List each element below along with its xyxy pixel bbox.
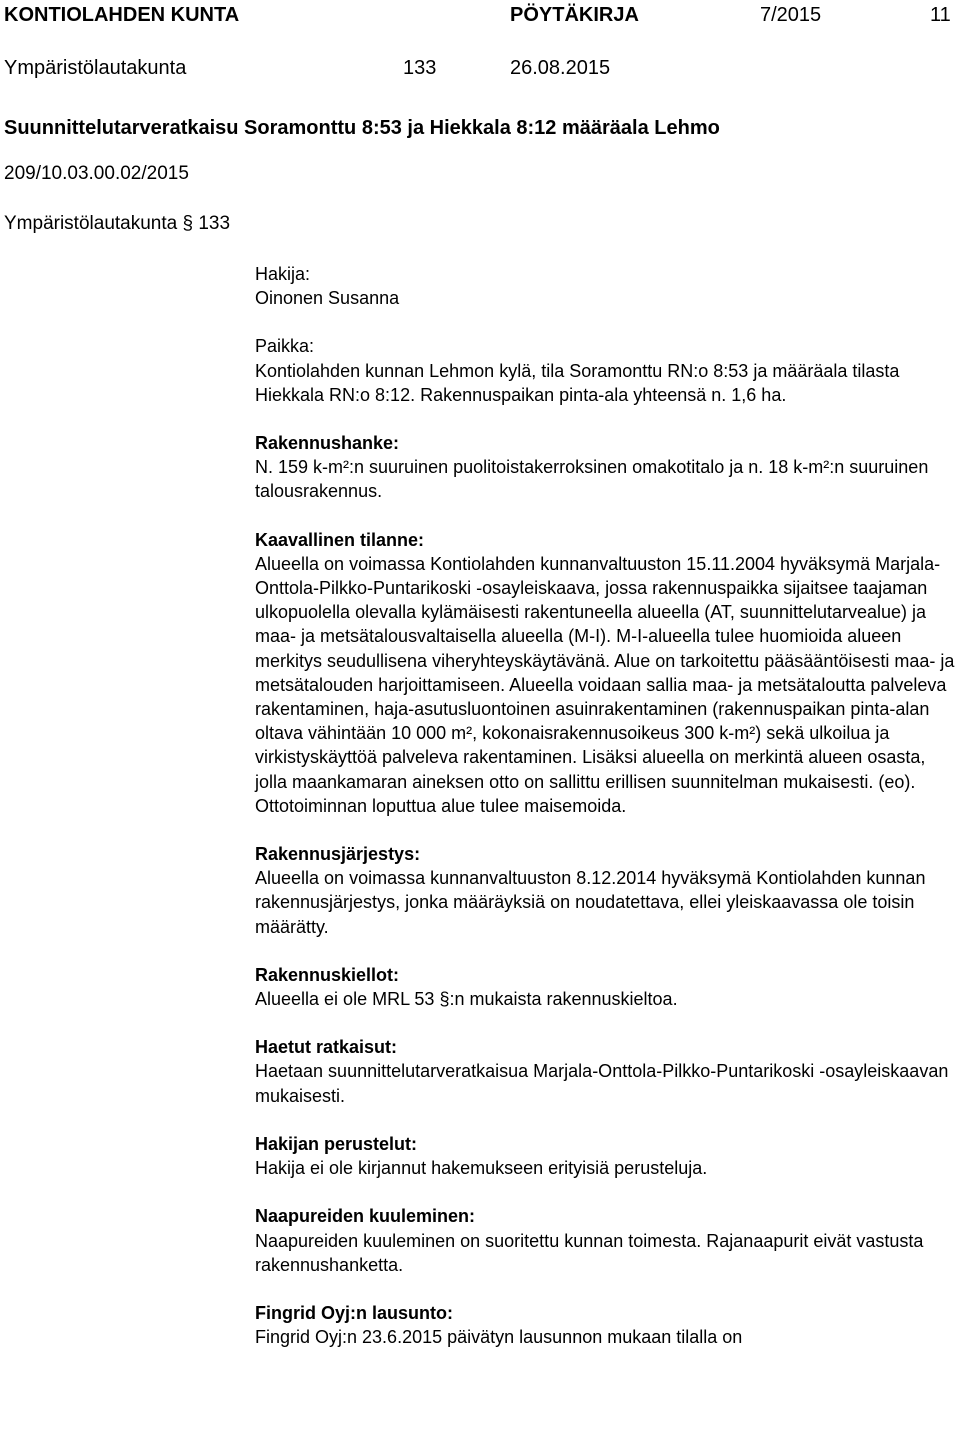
document-body [255,262,955,1373]
section-label: Kaavallinen tilanne: [255,529,425,550]
requested-decisions-section [255,1035,955,1108]
section-text: Haetaan suunnittelutarveratkaisua Marjala-Onttola-Pilkko-Puntarikoski -osayleiskaavan mukaisesti. [255,1061,949,1106]
section-text: Alueella on voimassa kunnanvaltuuston 8.12.2014 hyväksymä Kontiolahden kunnan rakennusjärjestys, jonka määräyksiä on noudatettava, ellei yleiskaavassa ole toisin määrätty. [255,868,926,937]
building-regulations-section [255,842,955,939]
section-text: Kontiolahden kunnan Lehmon kylä, tila Soramonttu RN:o 8:53 ja määräala tilasta Hiekkala RN:o 8:12. Rakennuspaikan pinta-ala yhteensä n. 1,6 ha. [255,360,900,405]
section-number: 133 [403,57,437,79]
document-number: 7/2015 [760,4,822,26]
page-title: Suunnittelutarveratkaisu Soramonttu 8:53 ja Hiekkala 8:12 määräala Lehmo [4,117,720,139]
municipality-name: KONTIOLAHDEN KUNTA [4,4,240,26]
committee-section-line: Ympäristölautakunta § 133 [4,213,231,234]
building-bans-section [255,963,955,1011]
section-text: Oinonen Susanna [255,288,400,309]
neighbor-hearing-section [255,1204,955,1277]
applicant-justification-section [255,1132,955,1180]
building-project-section [255,431,955,504]
page-number: 11 [930,4,951,26]
reference-number: 209/10.03.00.02/2015 [4,163,189,184]
section-text: N. 159 k-m²:n suuruinen puolitoistakerroksinen omakotitalo ja n. 18 k-m²:n suuruinen talousrakennus. [255,457,929,502]
section-label: Hakija: [255,264,311,284]
section-label: Paikka: [255,336,315,357]
section-label: Haetut ratkaisut: [255,1037,398,1058]
applicant-section [255,262,955,310]
section-label: Rakennushanke: [255,433,400,454]
section-label: Fingrid Oyj:n lausunto: [255,1302,453,1323]
section-label: Rakennusjärjestys: [255,844,421,865]
section-label: Rakennuskiellot: [255,964,400,985]
section-label: Naapureiden kuuleminen: [255,1206,476,1227]
document-type: PÖYTÄKIRJA [510,4,639,26]
section-label: Hakijan perustelut: [255,1133,418,1154]
section-text: Alueella ei ole MRL 53 §:n mukaista rakennuskieltoa. [255,989,678,1010]
meeting-date: 26.08.2015 [510,57,611,79]
section-text: Alueella on voimassa Kontiolahden kunnanvaltuuston 15.11.2004 hyväksymä Marjala-Onttola-Pilkko-Puntarikoski -osayleiskaava, jossa rakennuspaikka sijaitsee taajaman ulkopuolella olevalla kylämäisesti rakentuneella alueella (AT, suunnittelutarvealue) ja maa- ja metsätalousvaltaisella alueella (M-I). M-I-alueella tulee huomioida alueen merkitys seudullisena viheryhteyskäytävänä. Alue on tarkoitettu pääsääntöisesti maa- ja metsätalouden harjoittamiseen. Alueella voidaan sallia maa- ja metsätaloutta palveleva rakentaminen, haja-asutusluontoinen asuinrakentaminen (rakennuspaikan pinta-alan oltava vähintään 10 000 m², kokonaisrakennusoikeus 300 k-m²) sekä ulkoilua ja virkistyskäyttöä palveleva rakentaminen. Lisäksi alueella on merkintä alueen osasta, jolla maankamaran aineksen otto on sallittu erillisen suunnitelman mukaisesti. (eo). Ottotoiminnan loputtua alue tulee maisemoida. [255,553,955,816]
committee-name: Ympäristölautakunta [4,57,187,79]
section-text: Fingrid Oyj:n 23.6.2015 päivätyn lausunnon mukaan tilalla on [255,1327,743,1348]
zoning-status-section [255,528,955,818]
fingrid-statement-section [255,1301,955,1349]
location-section [255,334,955,407]
section-text: Naapureiden kuuleminen on suoritettu kunnan toimesta. Rajanaapurit eivät vastusta rakennushanketta. [255,1230,924,1275]
section-text: Hakija ei ole kirjannut hakemukseen erityisiä perusteluja. [255,1158,708,1179]
